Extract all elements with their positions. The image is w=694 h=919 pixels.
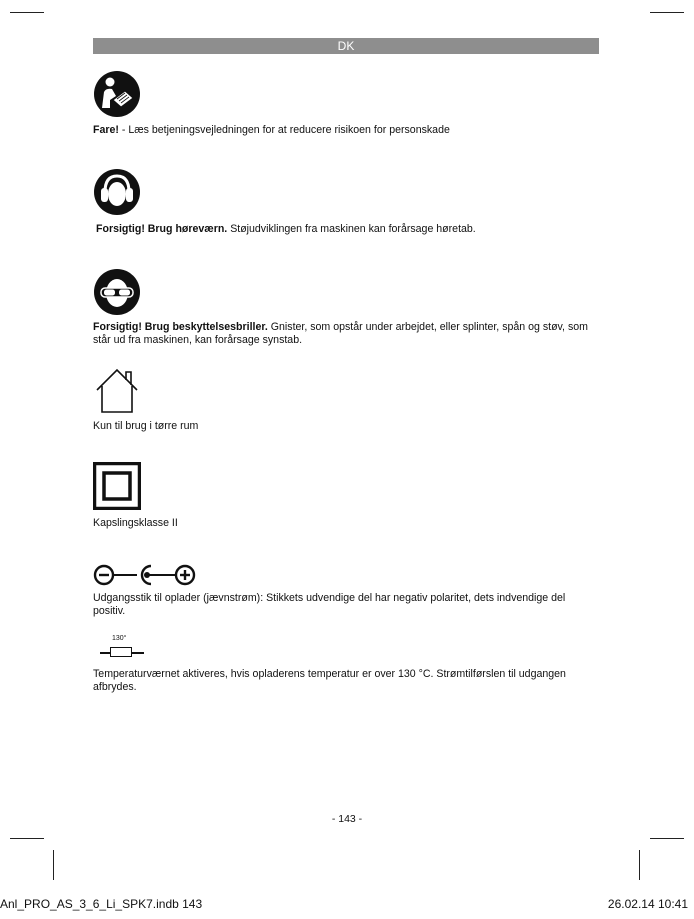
item-thermal-fuse-text: Temperaturværnet aktiveres, hvis opladerens temperatur er over 130 °C. Strømtilførslen til udgangen afbrydes. xyxy=(93,668,566,693)
language-code: DK xyxy=(337,39,355,53)
ear-protection-icon xyxy=(93,168,141,216)
fuse-temperature-label: 130° xyxy=(112,635,127,642)
thermal-fuse-icon xyxy=(100,635,144,661)
crop-mark-bottom-left-v xyxy=(53,850,54,880)
date-slug: 26.02.14 10:41 xyxy=(607,897,688,911)
file-slug: Anl_PRO_AS_3_6_Li_SPK7.indb 143 xyxy=(0,897,203,911)
crop-mark-top-right xyxy=(650,12,684,13)
dc-polarity-icon xyxy=(93,563,197,587)
crop-mark-bottom-right-v xyxy=(639,850,640,880)
protection-class-ii-icon xyxy=(93,462,141,510)
item-ear-protection-text: Forsigtig! Brug høreværn. Støjudviklingen fra maskinen kan forårsage høretab. xyxy=(96,223,476,235)
item-indoor-use-text: Kun til brug i tørre rum xyxy=(93,420,199,432)
read-manual-icon xyxy=(93,70,141,118)
language-header-bar xyxy=(93,38,599,54)
crop-mark-top-left xyxy=(10,12,44,13)
crop-mark-bottom-left-h xyxy=(10,838,44,839)
crop-mark-bottom-right-h xyxy=(650,838,684,839)
page-number: - 143 - xyxy=(331,813,363,825)
item-safety-glasses-text: Forsigtig! Brug beskyttelsesbriller. Gnister, som opstår under arbejdet, eller splinter, spån og støv, som står ud fra maskinen, kan forårsage synstab. xyxy=(93,321,588,346)
safety-glasses-icon xyxy=(93,268,141,316)
item-read-manual-text: Fare! - Læs betjeningsvejledningen for at reducere risikoen for personskade xyxy=(93,124,450,136)
item-dc-polarity-text: Udgangsstik til oplader (jævnstrøm): Stikkets udvendige del har negativ polaritet, dets indvendige del positiv. xyxy=(93,592,566,617)
indoor-use-house-icon xyxy=(93,366,141,414)
item-protection-class-text: Kapslingsklasse II xyxy=(93,517,178,529)
